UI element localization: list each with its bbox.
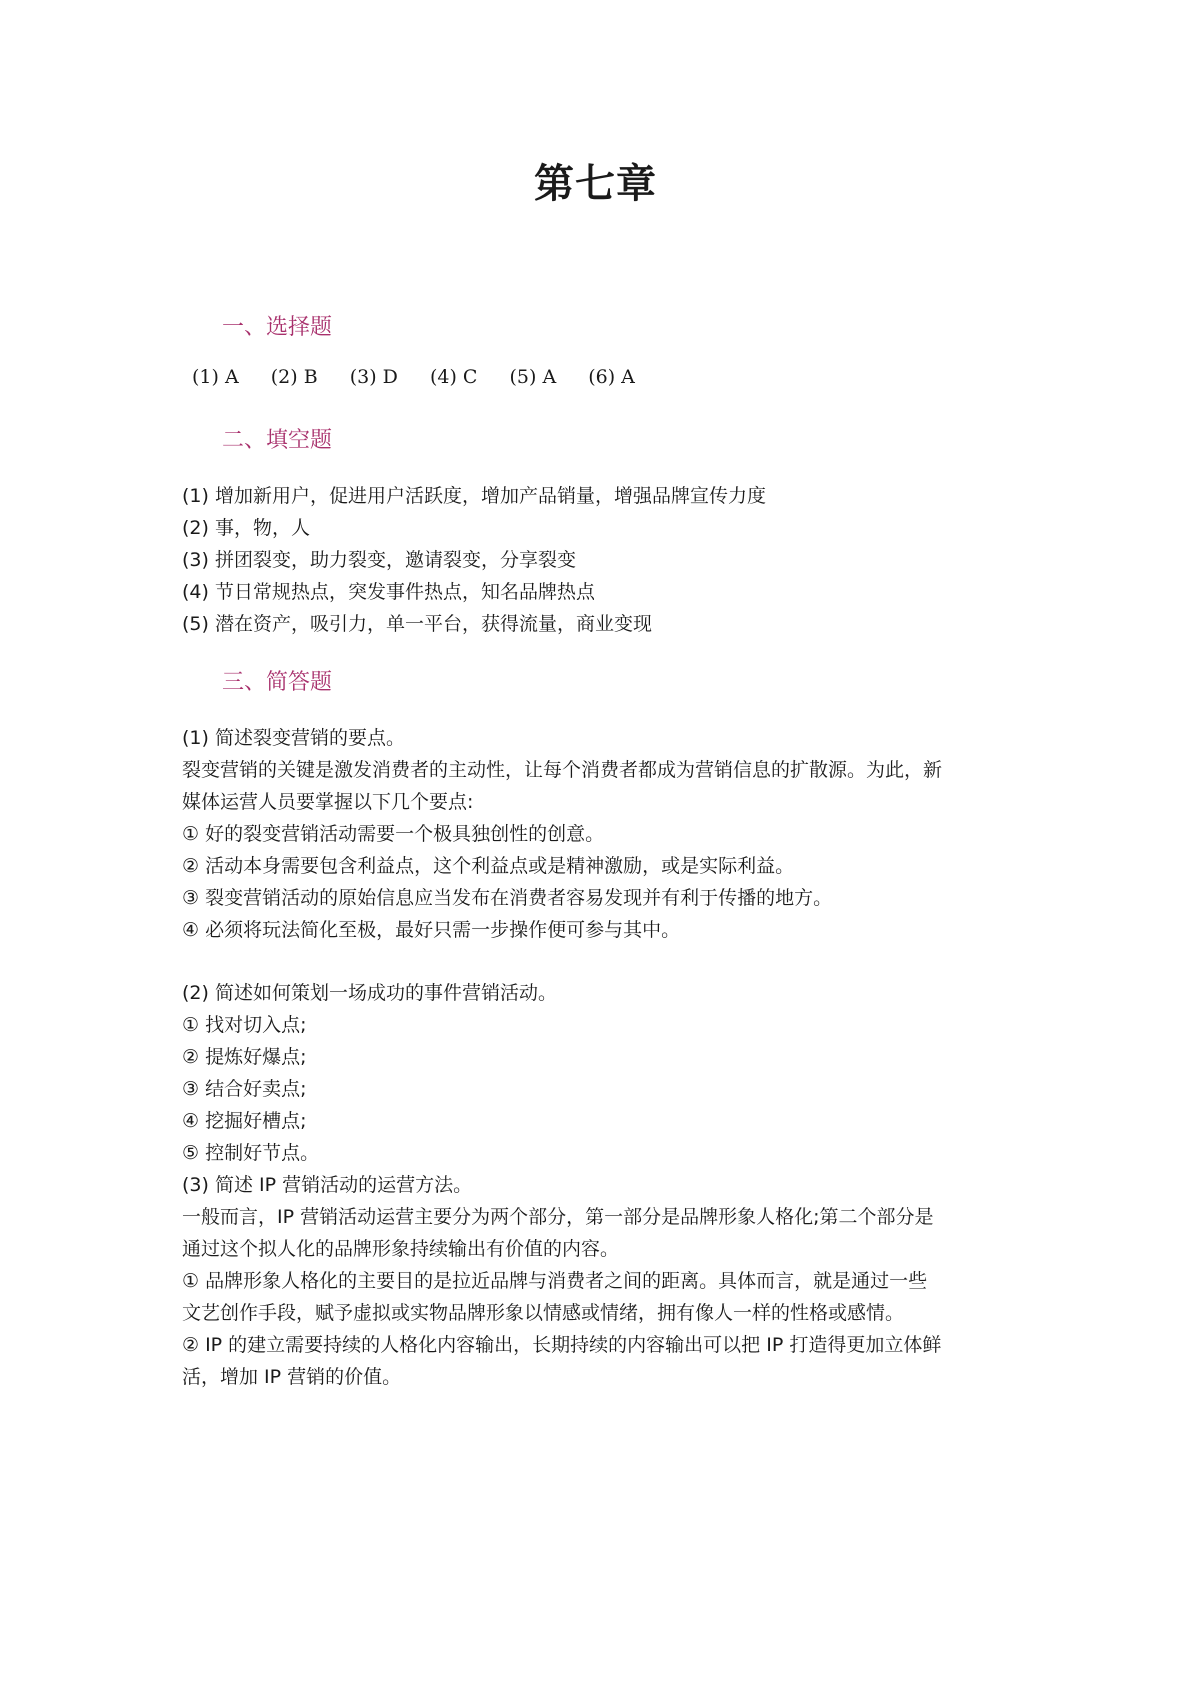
- section-heading-fill: 二、填空题: [222, 428, 333, 453]
- short-question-3: (3) 简述 IP 营销活动的运营方法。: [182, 1174, 473, 1196]
- section-heading-choice: 一、选择题: [222, 315, 333, 340]
- short-question-1: (1) 简述裂变营销的要点。: [182, 727, 405, 749]
- short-text-line: 活，增加 IP 营销的价值。: [182, 1366, 402, 1388]
- fill-answer-1: (1) 增加新用户，促进用户活跃度，增加产品销量，增强品牌宣传力度: [182, 485, 766, 507]
- short-text-line: ② IP 的建立需要持续的人格化内容输出，长期持续的内容输出可以把 IP 打造得更加立体鲜: [182, 1334, 942, 1356]
- short-text-line: 文艺创作手段，赋予虚拟或实物品牌形象以情感或情绪，拥有像人一样的性格或感情。: [182, 1302, 905, 1324]
- choice-answer-6: (6) A: [588, 366, 635, 388]
- section-heading-short: 三、简答题: [222, 670, 333, 695]
- short-text-line: ② 提炼好爆点;: [182, 1046, 307, 1068]
- choice-answer-3: (3) D: [349, 366, 398, 388]
- short-text-line: ① 品牌形象人格化的主要目的是拉近品牌与消费者之间的距离。具体而言，就是通过一些: [182, 1270, 928, 1292]
- chapter-title: 第七章: [534, 161, 657, 207]
- short-text-line: ③ 裂变营销活动的原始信息应当发布在消费者容易发现并有利于传播的地方。: [182, 887, 833, 909]
- short-text-line: 通过这个拟人化的品牌形象持续输出有价值的内容。: [182, 1238, 620, 1260]
- choice-answers: [192, 366, 661, 388]
- short-text-line: ① 找对切入点;: [182, 1014, 307, 1036]
- short-text-line: ② 活动本身需要包含利益点，这个利益点或是精神激励，或是实际利益。: [182, 855, 795, 877]
- fill-answer-2: (2) 事，物，人: [182, 517, 310, 539]
- short-question-2: (2) 简述如何策划一场成功的事件营销活动。: [182, 982, 557, 1004]
- fill-answer-4: (4) 节日常规热点，突发事件热点，知名品牌热点: [182, 581, 595, 603]
- choice-answer-5: (5) A: [509, 366, 557, 388]
- short-text-line: ④ 必须将玩法简化至极，最好只需一步操作便可参与其中。: [182, 919, 681, 941]
- short-text-line: 裂变营销的关键是激发消费者的主动性，让每个消费者都成为营销信息的扩散源。为此，新: [182, 759, 943, 781]
- choice-answer-2: (2) B: [270, 366, 318, 388]
- choice-answer-4: (4) C: [429, 366, 478, 388]
- choice-answer-1: (1) A: [192, 366, 239, 388]
- fill-answer-3: (3) 拼团裂变，助力裂变，邀请裂变，分享裂变: [182, 549, 576, 571]
- short-text-line: 媒体运营人员要掌握以下几个要点:: [182, 791, 474, 813]
- short-text-line: ③ 结合好卖点;: [182, 1078, 307, 1100]
- short-text-line: ⑤ 控制好节点。: [182, 1142, 320, 1164]
- fill-answer-5: (5) 潜在资产，吸引力，单一平台，获得流量，商业变现: [182, 613, 652, 635]
- short-text-line: ① 好的裂变营销活动需要一个极具独创性的创意。: [182, 823, 605, 845]
- short-text-line: 一般而言，IP 营销活动运营主要分为两个部分，第一部分是品牌形象人格化;第二个部分是: [182, 1206, 934, 1228]
- short-text-line: ④ 挖掘好槽点;: [182, 1110, 307, 1132]
